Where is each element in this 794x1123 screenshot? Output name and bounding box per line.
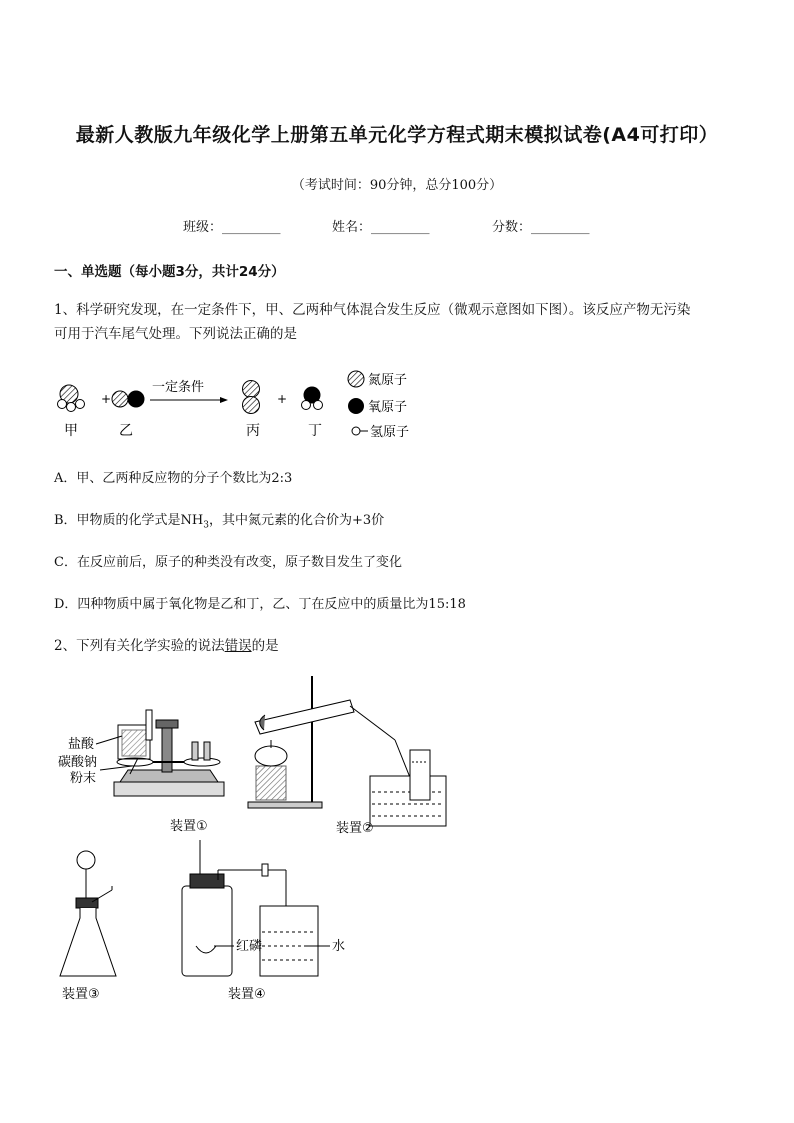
class-blank: _________: [222, 220, 281, 235]
label-bing: 丙: [246, 423, 260, 439]
arrow-head: [220, 397, 228, 403]
reaction-diagram: [50, 362, 450, 444]
name-label: 姓名：: [332, 220, 372, 235]
name-blank: _________: [371, 220, 430, 235]
question-1-stem: [54, 298, 754, 346]
page-title: 最新人教版九年级化学上册第五单元化学方程式期末模拟试卷(A4可打印）: [75, 124, 719, 146]
option-b: [54, 509, 384, 531]
legend-nitrogen: 氮原子: [368, 373, 408, 388]
question-1-line1: 1、科学研究发现，在一定条件下，甲、乙两种气体混合发生反应（微观示意图如下图）。该反应产物无污染: [54, 302, 691, 318]
device-4-bottle: [182, 840, 318, 976]
question-1-line2: 可用于汽车尾气处理。下列说法正确的是: [54, 326, 297, 342]
legend-hydrogen: 氢原子: [370, 425, 410, 440]
label-device-4: 装置④: [228, 987, 266, 1002]
label-device-2: 装置②: [336, 821, 374, 836]
question-2-emphasis: 错误: [224, 638, 252, 654]
device-2-heating: [248, 676, 446, 826]
option-b-sub: 3: [203, 520, 209, 531]
molecule-ding: [302, 387, 323, 410]
label-device-1: 装置①: [170, 819, 208, 834]
legend-oxygen: 氧原子: [368, 400, 408, 415]
plus-sign-2: +: [277, 392, 288, 406]
label-device-3: 装置③: [62, 987, 100, 1002]
legend-nitrogen-icon: [348, 371, 364, 387]
legend-oxygen-icon: [348, 398, 364, 414]
device-3-flask: [60, 851, 116, 976]
molecule-jia: [58, 385, 85, 412]
question-2-post: 的是: [251, 638, 279, 654]
option-b-pre: B．甲物质的化学式是NH: [54, 513, 204, 528]
label-hydrochloric-acid: 盐酸: [68, 737, 95, 752]
question-2-pre: 2、下列有关化学实验的说法: [54, 638, 225, 654]
class-field: [183, 216, 281, 235]
question-2-stem: [54, 634, 754, 658]
molecule-bing: [243, 381, 260, 414]
class-label: 班级：: [183, 220, 223, 235]
score-field: [492, 216, 590, 235]
device-1-balance: [114, 710, 224, 796]
molecule-yi: [112, 391, 144, 407]
option-a: A．甲、乙两种反应物的分子个数比为2:3: [54, 471, 293, 486]
section-heading: 一、单选题（每小题3分，共计24分）: [54, 264, 285, 280]
option-b-post: ，其中氮元素的化合价为+3价: [209, 513, 385, 528]
label-jia: 甲: [64, 423, 78, 439]
score-blank: _________: [531, 220, 590, 235]
plus-sign-1: +: [101, 392, 112, 406]
label-sodium-carbonate: 碳酸钠: [58, 755, 98, 770]
option-d: D．四种物质中属于氧化物是乙和丁，乙、丁在反应中的质量比为15:18: [54, 597, 466, 612]
exam-subtitle: （考试时间：90分钟，总分100分）: [291, 178, 503, 193]
option-c: C．在反应前后，原子的种类没有改变，原子数目发生了变化: [54, 555, 402, 570]
label-ding: 丁: [308, 423, 322, 439]
apparatus-figure: [50, 670, 470, 1010]
reaction-condition: 一定条件: [152, 380, 205, 395]
legend-hydrogen-icon: [352, 427, 360, 435]
label-powder: 粉末: [70, 771, 97, 786]
score-label: 分数：: [492, 220, 532, 235]
label-yi: 乙: [119, 423, 133, 439]
label-red-phosphorus: 红磷: [236, 939, 263, 954]
label-water: 水: [332, 939, 346, 954]
name-field: [332, 216, 430, 235]
